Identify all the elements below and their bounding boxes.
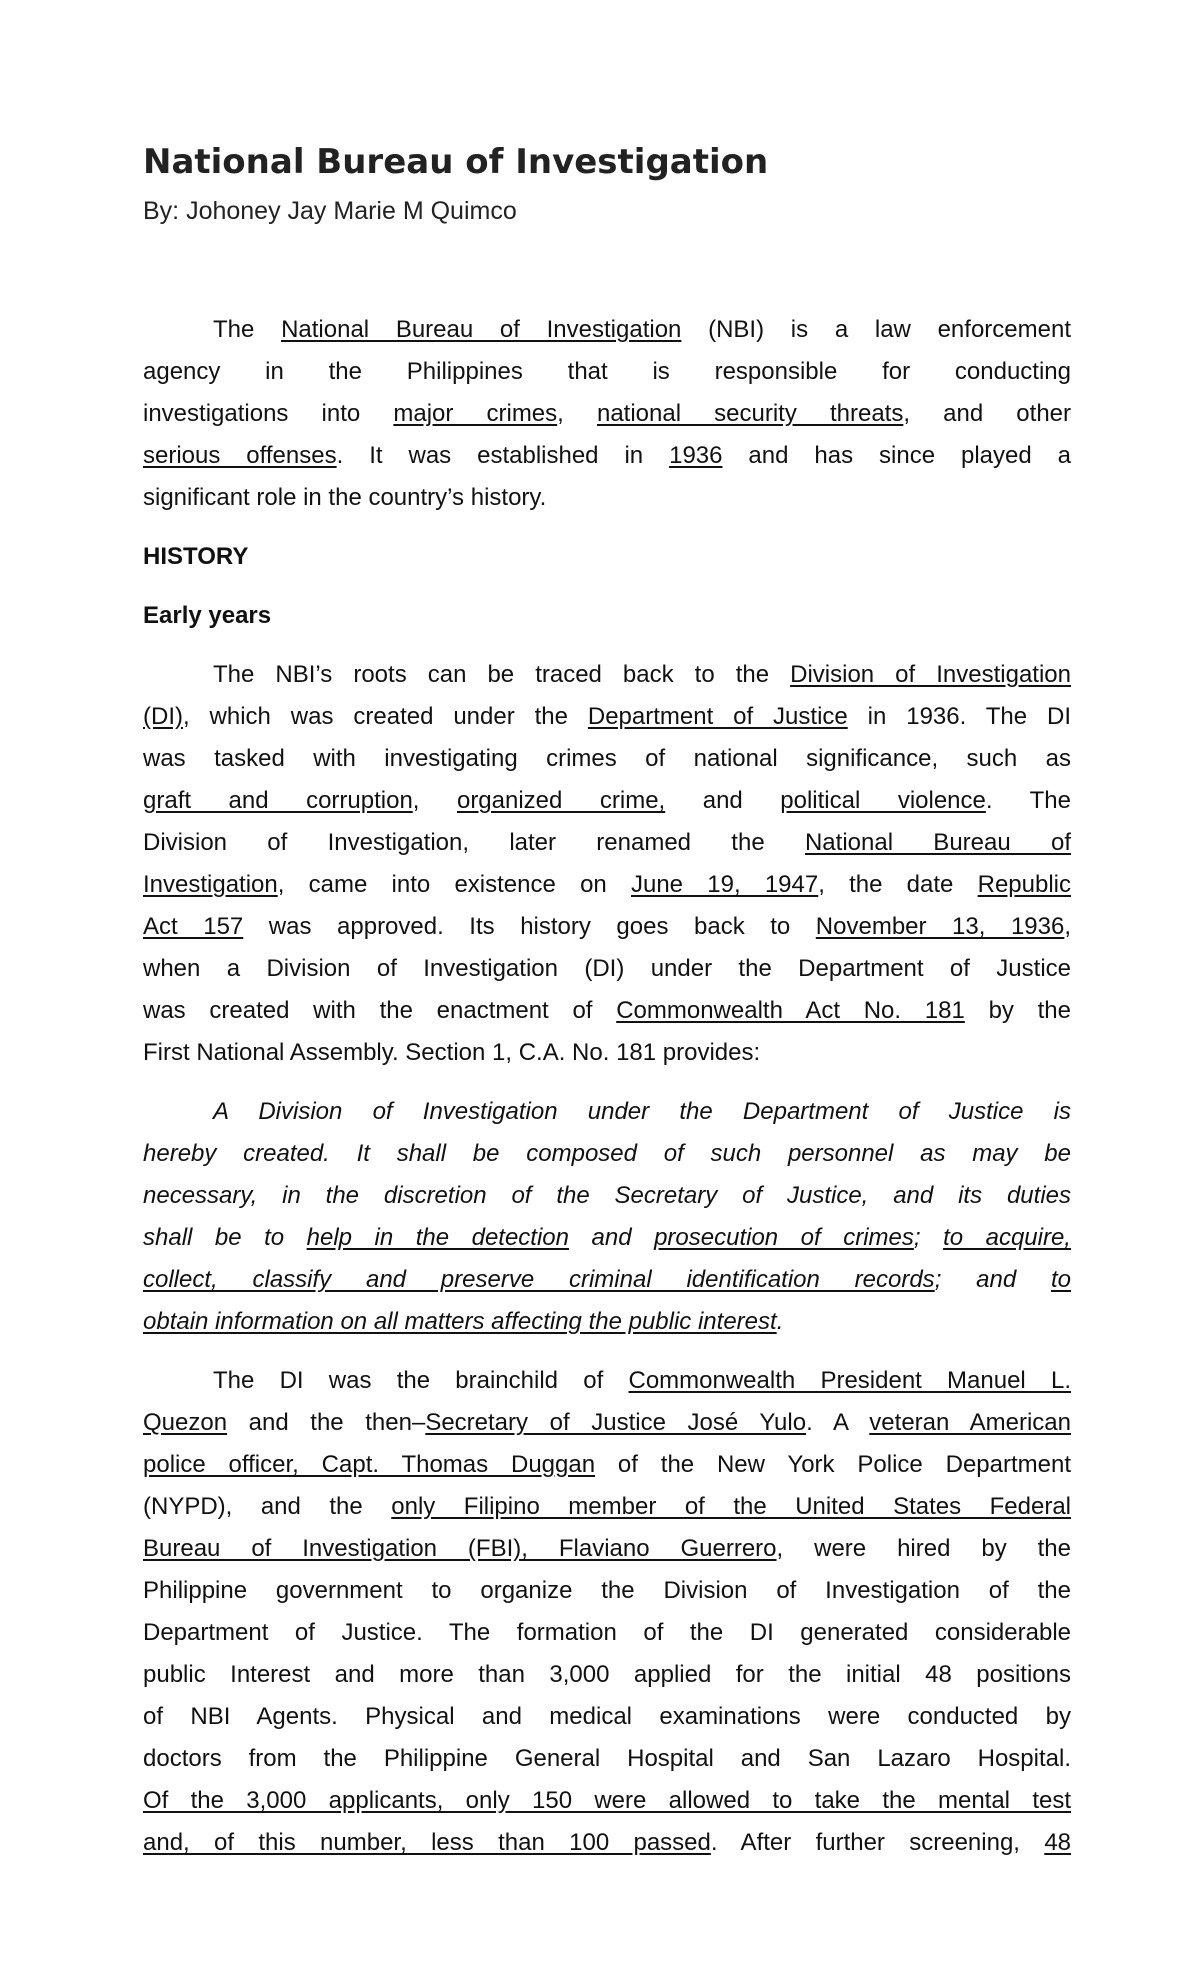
text-line xyxy=(143,1444,1071,1486)
text-run: (NYPD), and the xyxy=(143,1493,392,1520)
text-line xyxy=(143,1301,1071,1343)
text-line xyxy=(143,1091,1071,1133)
text-run: Department of Justice. The formation of the DI generated considerable xyxy=(143,1619,1071,1646)
text-run: was tasked with investigating crimes of national significance, such as xyxy=(143,745,1071,772)
underlined-text: Quezon xyxy=(143,1409,228,1436)
document-body xyxy=(143,309,1071,1881)
text-line xyxy=(143,1032,1071,1074)
text-line xyxy=(143,1570,1071,1612)
underlined-text: to acquire, xyxy=(943,1224,1071,1251)
text-line xyxy=(143,435,1071,477)
section-heading: Early years xyxy=(143,602,272,629)
text-run: and xyxy=(569,1224,655,1251)
text-run: (NBI) is a law enforcement xyxy=(681,316,1071,343)
text-run: ; xyxy=(913,1224,944,1251)
underlined-text: Division of Investigation xyxy=(790,661,1071,688)
text-run: , xyxy=(412,787,457,814)
text-run: when a Division of Investigation (DI) under the Department of Justice xyxy=(143,955,1071,982)
text-run: A Division of Investigation under the Department of Justice is xyxy=(213,1098,1071,1125)
underlined-text: 1936 xyxy=(669,442,723,469)
text-run: was created with the enactment of xyxy=(143,997,617,1024)
text-line xyxy=(143,654,1071,696)
underlined-text: veteran American xyxy=(869,1409,1071,1436)
underlined-text: Of the 3,000 applicants, only 150 were allowed to take the mental test xyxy=(143,1787,1071,1814)
underlined-text: national security threats xyxy=(596,400,904,427)
underlined-text: help in the detection xyxy=(306,1224,569,1251)
text-run: . The xyxy=(985,787,1071,814)
text-run: shall be to xyxy=(143,1224,307,1251)
underlined-text: prosecution of crimes xyxy=(654,1224,914,1251)
paragraph xyxy=(143,654,1071,1074)
text-run: , xyxy=(557,400,597,427)
text-run: of the New York Police Department xyxy=(595,1451,1071,1478)
text-run: The xyxy=(213,316,282,343)
text-run: by the xyxy=(964,997,1071,1024)
text-run: . xyxy=(776,1308,784,1335)
text-run: , the date xyxy=(818,871,978,898)
underlined-text: graft and corruption xyxy=(143,787,413,814)
paragraph xyxy=(143,1360,1071,1864)
underlined-text: and, of this number, less than 100 passed xyxy=(143,1829,711,1856)
text-line xyxy=(143,1612,1071,1654)
underlined-text: organized crime, xyxy=(456,787,666,814)
text-run: was approved. Its history goes back to xyxy=(243,913,816,940)
text-line xyxy=(143,477,1071,519)
text-line xyxy=(143,1780,1071,1822)
underlined-text: June 19, 1947 xyxy=(630,871,819,898)
text-run: . A xyxy=(806,1409,870,1436)
text-run: in 1936. The DI xyxy=(847,703,1071,730)
text-run: Division of Investigation, later renamed the xyxy=(143,829,805,856)
underlined-text: National Bureau of Investigation xyxy=(281,316,682,343)
text-line xyxy=(143,1696,1071,1738)
underlined-text: Department of Justice xyxy=(587,703,848,730)
text-run: The NBI’s roots can be traced back to the xyxy=(213,661,791,688)
underlined-text: National Bureau of xyxy=(804,829,1071,856)
underlined-text: Act 157 xyxy=(143,913,244,940)
text-run: , came into existence on xyxy=(277,871,631,898)
document-byline: By: Johoney Jay Marie M Quimco xyxy=(143,197,517,225)
text-line xyxy=(143,393,1071,435)
text-run: and has since played a xyxy=(722,442,1071,469)
text-line xyxy=(143,990,1071,1032)
text-run: The DI was the brainchild of xyxy=(213,1367,629,1394)
text-run: , which was created under the xyxy=(182,703,588,730)
text-run: necessary, in the discretion of the Secretary of Justice, and its duties xyxy=(143,1182,1071,1209)
text-line xyxy=(143,1175,1071,1217)
text-run: . It was established in xyxy=(336,442,670,469)
text-run: , were hired by the xyxy=(776,1535,1071,1562)
text-run: , xyxy=(1064,913,1071,940)
text-run: . After further screening, xyxy=(710,1829,1045,1856)
text-line xyxy=(143,1402,1071,1444)
underlined-text: police officer, Capt. Thomas Duggan xyxy=(143,1451,596,1478)
text-line xyxy=(143,864,1071,906)
underlined-text: Republic xyxy=(977,871,1071,898)
text-run: hereby created. It shall be composed of such personnel as may be xyxy=(143,1140,1071,1167)
text-line xyxy=(143,696,1071,738)
text-line xyxy=(143,309,1071,351)
text-line xyxy=(143,948,1071,990)
text-run: investigations into xyxy=(143,400,394,427)
underlined-text: (DI) xyxy=(143,703,183,730)
underlined-text: major crimes xyxy=(393,400,558,427)
underlined-text: 48 xyxy=(1044,1829,1071,1856)
text-line xyxy=(143,1217,1071,1259)
text-line xyxy=(143,1486,1071,1528)
underlined-text: to xyxy=(1051,1266,1071,1293)
text-run: of NBI Agents. Physical and medical examinations were conducted by xyxy=(143,1703,1071,1730)
paragraph xyxy=(143,309,1071,519)
text-line xyxy=(143,1259,1071,1301)
text-line xyxy=(143,1133,1071,1175)
underlined-text: political violence xyxy=(780,787,986,814)
text-line xyxy=(143,822,1071,864)
text-line xyxy=(143,906,1071,948)
text-run: , and other xyxy=(903,400,1071,427)
underlined-text: Commonwealth President Manuel L. xyxy=(628,1367,1071,1394)
text-run: and the then– xyxy=(227,1409,426,1436)
underlined-text: Investigation xyxy=(143,871,278,898)
text-line xyxy=(143,1654,1071,1696)
underlined-text: only Filipino member of the United States Federal xyxy=(391,1493,1071,1520)
underlined-text: November 13, 1936 xyxy=(815,913,1065,940)
underlined-text: Bureau of Investigation (FBI), Flaviano Guerrero xyxy=(143,1535,777,1562)
document-title: National Bureau of Investigation xyxy=(143,142,769,182)
underlined-text: Commonwealth Act No. 181 xyxy=(616,997,965,1024)
underlined-text: obtain information on all matters affecting the public interest xyxy=(143,1308,777,1335)
block-quote xyxy=(143,1091,1071,1343)
text-line xyxy=(143,1738,1071,1780)
text-line xyxy=(143,780,1071,822)
text-line xyxy=(143,1822,1071,1864)
text-line xyxy=(143,1360,1071,1402)
text-run: doctors from the Philippine General Hospital and San Lazaro Hospital. xyxy=(143,1745,1071,1772)
text-run: First National Assembly. Section 1, C.A. No. 181 provides: xyxy=(143,1039,761,1066)
section-heading: HISTORY xyxy=(143,543,249,570)
text-run: and xyxy=(665,787,781,814)
text-run: Philippine government to organize the Division of Investigation of the xyxy=(143,1577,1071,1604)
underlined-text: Secretary of Justice José Yulo xyxy=(425,1409,807,1436)
text-run: agency in the Philippines that is responsible for conducting xyxy=(143,358,1071,385)
text-run: public Interest and more than 3,000 applied for the initial 48 positions xyxy=(143,1661,1071,1688)
text-run: ; and xyxy=(934,1266,1051,1293)
underlined-text: serious offenses xyxy=(143,442,337,469)
text-line xyxy=(143,738,1071,780)
text-line xyxy=(143,351,1071,393)
text-line xyxy=(143,1528,1071,1570)
underlined-text: collect, classify and preserve criminal identification records xyxy=(143,1266,935,1293)
text-run: significant role in the country’s history. xyxy=(143,484,547,511)
